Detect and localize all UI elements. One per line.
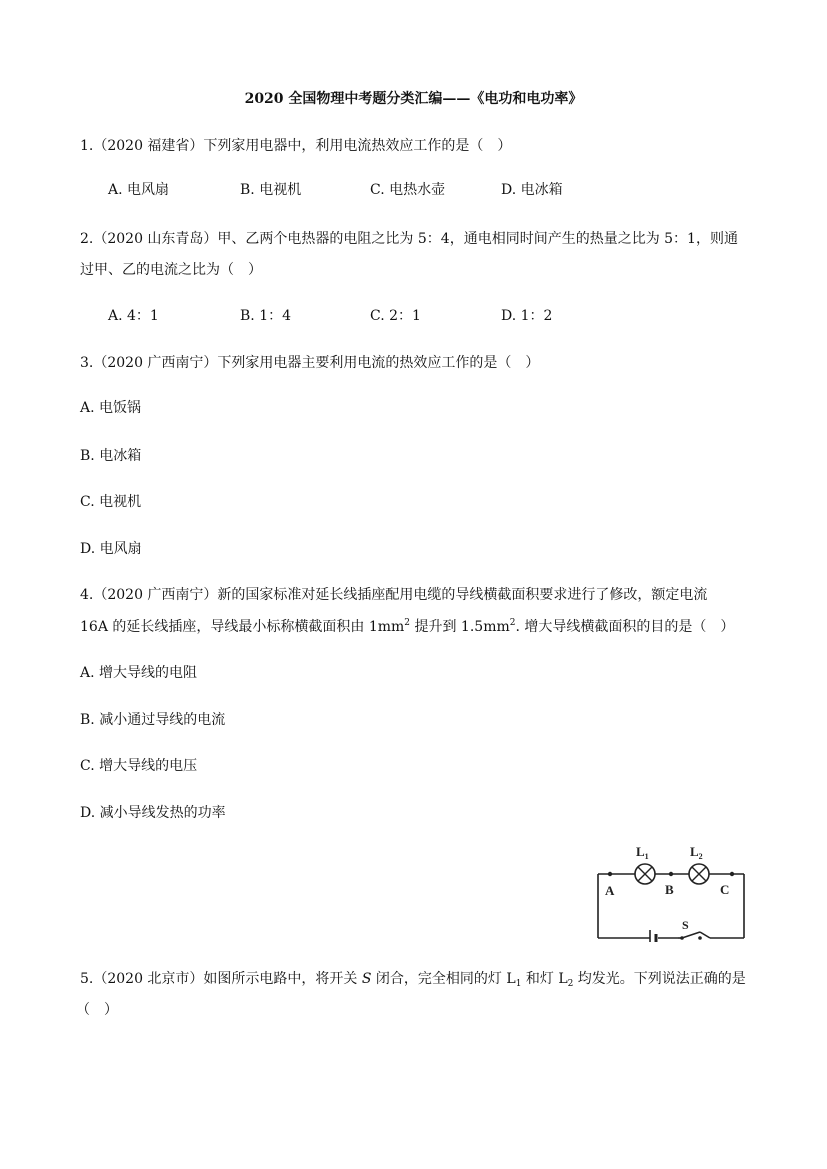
lamp-l1-icon: [635, 864, 655, 884]
node-c-label: C: [720, 882, 730, 897]
switch-lever: [682, 932, 700, 938]
lamp-l2-label: $L_2$: [690, 844, 703, 861]
q5-stem-line2: （ ）: [76, 1002, 118, 1018]
node-c-dot: [730, 872, 734, 876]
page-title: 2020 全国物理中考题分类汇编——《电功和电功率》: [244, 91, 583, 107]
circuit-diagram: [592, 842, 752, 942]
q4-stem-line1: 4.（2020 广西南宁）新的国家标准对延长线插座配用电缆的导线横截面积要求进行了修改，额定电流: [80, 587, 708, 603]
q2-option-c: C. 2：1: [370, 308, 421, 324]
q5-stem-line1: 5.（2020 北京市）如图所示电路中，将开关 S 闭合，完全相同的灯 $L_1$ 和灯 $L_2$ 均发光。下列说法正确的是: [80, 971, 746, 989]
switch-contact-right: [698, 936, 702, 940]
q3-option-c: C. 电视机: [80, 494, 142, 510]
q2-option-b: B. 1：4: [240, 308, 292, 324]
node-a-dot: [608, 872, 612, 876]
q3-option-d: D. 电风扇: [80, 541, 142, 557]
lamp-l1-label: $L_1$: [636, 844, 649, 861]
q2-stem-line1: 2.（2020 山东青岛）甲、乙两个电热器的电阻之比为 5：4，通电相同时间产生的热量之比为 5：1，则通: [80, 231, 738, 247]
q1-option-d: D. 电冰箱: [501, 182, 563, 198]
node-a-label: A: [605, 883, 615, 898]
q1-option-c: C. 电热水壶: [370, 182, 446, 198]
q4-stem-line2: 16A 的延长线插座，导线最小标称横截面积由 $1mm^2$ 提升到 $1.5mm^2$. 增大导线横截面积的目的是（ ）: [80, 618, 735, 635]
q2-stem-line2: 过甲、乙的电流之比为（ ）: [80, 262, 262, 278]
q2-option-d: D. 1：2: [501, 308, 553, 324]
q3-option-b: B. 电冰箱: [80, 448, 142, 464]
q2-option-a: A. 4：1: [108, 308, 159, 324]
node-b-label: B: [665, 882, 674, 897]
q4-option-c: C. 增大导线的电压: [80, 758, 198, 774]
node-b-dot: [669, 872, 673, 876]
q3-stem: 3.（2020 广西南宁）下列家用电器主要利用电流的热效应工作的是（ ）: [80, 355, 540, 371]
q4-option-a: A. 增大导线的电阻: [80, 665, 198, 681]
lamp-l2-icon: [689, 864, 709, 884]
switch-label: S: [682, 918, 689, 932]
q4-option-b: B. 减小通过导线的电流: [80, 712, 226, 728]
q4-option-d: D. 减小导线发热的功率: [80, 805, 226, 821]
q3-option-a: A. 电饭锅: [80, 400, 142, 416]
q1-option-a: A. 电风扇: [108, 182, 170, 198]
q1-option-b: B. 电视机: [240, 182, 302, 198]
q1-stem: 1.（2020 福建省）下列家用电器中，利用电流热效应工作的是（ ）: [80, 138, 512, 154]
